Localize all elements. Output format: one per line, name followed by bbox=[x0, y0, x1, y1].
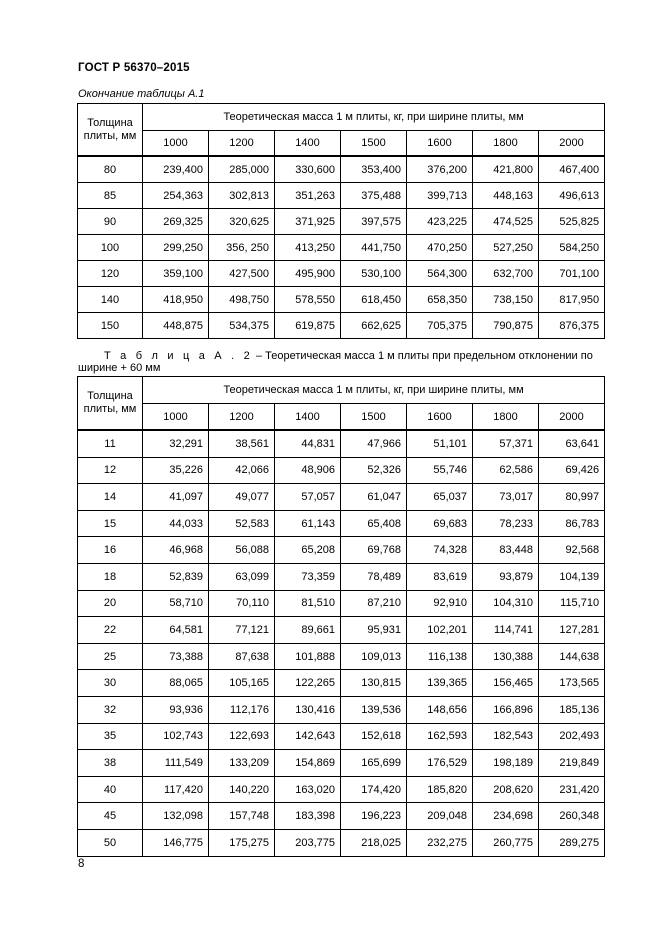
mass-cell: 418,950 bbox=[143, 287, 209, 313]
mass-cell: 876,375 bbox=[539, 313, 605, 339]
mass-cell: 41,097 bbox=[143, 484, 209, 511]
mass-cell: 69,768 bbox=[341, 537, 407, 564]
mass-cell: 154,869 bbox=[275, 750, 341, 777]
mass-cell: 705,375 bbox=[407, 313, 473, 339]
mass-cell: 57,057 bbox=[275, 484, 341, 511]
mass-cell: 92,910 bbox=[407, 590, 473, 617]
mass-cell: 351,263 bbox=[275, 183, 341, 209]
width-header-cell: 1400 bbox=[275, 404, 341, 431]
mass-cell: 496,613 bbox=[539, 183, 605, 209]
width-header-cell: 1800 bbox=[473, 404, 539, 431]
thickness-cell: 90 bbox=[78, 209, 143, 235]
mass-cell: 65,037 bbox=[407, 484, 473, 511]
mass-cell: 77,121 bbox=[209, 617, 275, 644]
mass-cell: 173,565 bbox=[539, 670, 605, 697]
mass-cell: 52,583 bbox=[209, 510, 275, 537]
mass-cell: 448,163 bbox=[473, 183, 539, 209]
width-header-row bbox=[78, 404, 605, 431]
table-row bbox=[78, 537, 605, 564]
mass-cell: 112,176 bbox=[209, 696, 275, 723]
thickness-cell: 30 bbox=[78, 670, 143, 697]
thickness-cell: 38 bbox=[78, 750, 143, 777]
mass-cell: 102,743 bbox=[143, 723, 209, 750]
mass-cell: 578,550 bbox=[275, 287, 341, 313]
mass-cell: 467,400 bbox=[539, 156, 605, 183]
mass-cell: 73,017 bbox=[473, 484, 539, 511]
mass-cell: 105,165 bbox=[209, 670, 275, 697]
table2-caption-text: – Теоретическая масса 1 м плиты при предельном отклонении по ширине + 60 мм bbox=[78, 350, 593, 374]
thickness-cell: 20 bbox=[78, 590, 143, 617]
mass-cell: 269,325 bbox=[143, 209, 209, 235]
table-row bbox=[78, 563, 605, 590]
width-header-cell: 1600 bbox=[407, 404, 473, 431]
mass-cell: 101,888 bbox=[275, 643, 341, 670]
mass-cell: 232,275 bbox=[407, 829, 473, 856]
mass-cell: 285,000 bbox=[209, 156, 275, 183]
thickness-cell: 14 bbox=[78, 484, 143, 511]
mass-cell: 70,110 bbox=[209, 590, 275, 617]
mass-cell: 63,099 bbox=[209, 563, 275, 590]
mass-cell: 81,510 bbox=[275, 590, 341, 617]
table2-caption bbox=[78, 350, 618, 374]
mass-cell: 498,750 bbox=[209, 287, 275, 313]
mass-cell: 69,683 bbox=[407, 510, 473, 537]
table-row bbox=[78, 670, 605, 697]
table-row bbox=[78, 313, 605, 339]
table-row bbox=[78, 776, 605, 803]
mass-cell: 62,586 bbox=[473, 457, 539, 484]
mass-cell: 376,200 bbox=[407, 156, 473, 183]
thickness-cell: 16 bbox=[78, 537, 143, 564]
mass-cell: 183,398 bbox=[275, 803, 341, 830]
mass-cell: 89,661 bbox=[275, 617, 341, 644]
mass-cell: 44,831 bbox=[275, 430, 341, 457]
mass-cell: 632,700 bbox=[473, 261, 539, 287]
mass-cell: 42,066 bbox=[209, 457, 275, 484]
mass-cell: 56,088 bbox=[209, 537, 275, 564]
mass-cell: 44,033 bbox=[143, 510, 209, 537]
mass-cell: 790,875 bbox=[473, 313, 539, 339]
width-header-cell: 1600 bbox=[407, 131, 473, 157]
mass-cell: 104,310 bbox=[473, 590, 539, 617]
table-row bbox=[78, 643, 605, 670]
mass-cell: 584,250 bbox=[539, 235, 605, 261]
mass-cell: 93,879 bbox=[473, 563, 539, 590]
mass-cell: 209,048 bbox=[407, 803, 473, 830]
thickness-header: Толщина плиты, мм bbox=[78, 377, 143, 431]
mass-cell: 208,620 bbox=[473, 776, 539, 803]
mass-cell: 52,326 bbox=[341, 457, 407, 484]
mass-cell: 73,388 bbox=[143, 643, 209, 670]
table-row bbox=[78, 457, 605, 484]
thickness-cell: 120 bbox=[78, 261, 143, 287]
mass-cell: 49,077 bbox=[209, 484, 275, 511]
table-row bbox=[78, 750, 605, 777]
mass-cell: 148,656 bbox=[407, 696, 473, 723]
mass-cell: 111,549 bbox=[143, 750, 209, 777]
mass-cell: 32,291 bbox=[143, 430, 209, 457]
mass-cell: 260,348 bbox=[539, 803, 605, 830]
mass-cell: 289,275 bbox=[539, 829, 605, 856]
width-header-cell: 1500 bbox=[341, 404, 407, 431]
mass-cell: 55,746 bbox=[407, 457, 473, 484]
mass-cell: 130,815 bbox=[341, 670, 407, 697]
mass-cell: 371,925 bbox=[275, 209, 341, 235]
mass-cell: 122,265 bbox=[275, 670, 341, 697]
mass-cell: 78,489 bbox=[341, 563, 407, 590]
width-header-cell: 1500 bbox=[341, 131, 407, 157]
mass-cell: 299,250 bbox=[143, 235, 209, 261]
mass-cell: 218,025 bbox=[341, 829, 407, 856]
mass-cell: 176,529 bbox=[407, 750, 473, 777]
mass-cell: 142,643 bbox=[275, 723, 341, 750]
width-header-cell: 1400 bbox=[275, 131, 341, 157]
width-header-cell: 1000 bbox=[143, 131, 209, 157]
mass-cell: 448,875 bbox=[143, 313, 209, 339]
mass-cell: 156,465 bbox=[473, 670, 539, 697]
mass-cell: 127,281 bbox=[539, 617, 605, 644]
mass-cell: 144,638 bbox=[539, 643, 605, 670]
mass-cell: 353,400 bbox=[341, 156, 407, 183]
mass-cell: 61,143 bbox=[275, 510, 341, 537]
table-row bbox=[78, 183, 605, 209]
mass-cell: 74,328 bbox=[407, 537, 473, 564]
table-row bbox=[78, 430, 605, 457]
mass-cell: 441,750 bbox=[341, 235, 407, 261]
mass-cell: 185,136 bbox=[539, 696, 605, 723]
mass-cell: 52,839 bbox=[143, 563, 209, 590]
mass-cell: 35,226 bbox=[143, 457, 209, 484]
mass-cell: 65,408 bbox=[341, 510, 407, 537]
mass-cell: 57,371 bbox=[473, 430, 539, 457]
thickness-cell: 11 bbox=[78, 430, 143, 457]
mass-cell: 166,896 bbox=[473, 696, 539, 723]
mass-cell: 185,820 bbox=[407, 776, 473, 803]
mass-cell: 130,416 bbox=[275, 696, 341, 723]
page-number: 8 bbox=[78, 858, 85, 870]
mass-cell: 117,420 bbox=[143, 776, 209, 803]
thickness-cell: 50 bbox=[78, 829, 143, 856]
mass-cell: 47,966 bbox=[341, 430, 407, 457]
table2-caption-label: Т а б л и ц а А . 2 bbox=[104, 350, 253, 362]
mass-cell: 58,710 bbox=[143, 590, 209, 617]
table-a2 bbox=[77, 376, 605, 857]
document-header: ГОСТ Р 56370–2015 bbox=[78, 62, 190, 74]
mass-cell: 530,100 bbox=[341, 261, 407, 287]
mass-cell: 109,013 bbox=[341, 643, 407, 670]
mass-group-header: Теоретическая масса 1 м плиты, кг, при ширине плиты, мм bbox=[143, 104, 605, 131]
mass-cell: 359,100 bbox=[143, 261, 209, 287]
thickness-cell: 80 bbox=[78, 156, 143, 183]
thickness-cell: 22 bbox=[78, 617, 143, 644]
mass-cell: 397,575 bbox=[341, 209, 407, 235]
thickness-cell: 100 bbox=[78, 235, 143, 261]
mass-cell: 662,625 bbox=[341, 313, 407, 339]
table-row bbox=[78, 803, 605, 830]
mass-cell: 817,950 bbox=[539, 287, 605, 313]
mass-cell: 64,581 bbox=[143, 617, 209, 644]
mass-cell: 83,448 bbox=[473, 537, 539, 564]
mass-cell: 356, 250 bbox=[209, 235, 275, 261]
mass-cell: 174,420 bbox=[341, 776, 407, 803]
width-header-cell: 1800 bbox=[473, 131, 539, 157]
mass-cell: 219,849 bbox=[539, 750, 605, 777]
thickness-header: Толщина плиты, мм bbox=[78, 104, 143, 157]
mass-cell: 619,875 bbox=[275, 313, 341, 339]
mass-cell: 701,100 bbox=[539, 261, 605, 287]
mass-cell: 234,698 bbox=[473, 803, 539, 830]
mass-cell: 525,825 bbox=[539, 209, 605, 235]
table-row bbox=[78, 617, 605, 644]
table-row bbox=[78, 829, 605, 856]
mass-cell: 152,618 bbox=[341, 723, 407, 750]
mass-cell: 163,020 bbox=[275, 776, 341, 803]
mass-cell: 69,426 bbox=[539, 457, 605, 484]
width-header-cell: 2000 bbox=[539, 131, 605, 157]
mass-cell: 95,931 bbox=[341, 617, 407, 644]
mass-cell: 88,065 bbox=[143, 670, 209, 697]
mass-cell: 330,600 bbox=[275, 156, 341, 183]
mass-cell: 80,997 bbox=[539, 484, 605, 511]
mass-cell: 87,210 bbox=[341, 590, 407, 617]
mass-cell: 114,741 bbox=[473, 617, 539, 644]
mass-cell: 63,641 bbox=[539, 430, 605, 457]
width-header-row bbox=[78, 131, 605, 157]
mass-cell: 140,220 bbox=[209, 776, 275, 803]
mass-cell: 423,225 bbox=[407, 209, 473, 235]
table1-body bbox=[78, 156, 605, 339]
mass-cell: 231,420 bbox=[539, 776, 605, 803]
table-row bbox=[78, 484, 605, 511]
thickness-cell: 40 bbox=[78, 776, 143, 803]
table-row bbox=[78, 235, 605, 261]
mass-cell: 413,250 bbox=[275, 235, 341, 261]
mass-cell: 51,101 bbox=[407, 430, 473, 457]
table-row bbox=[78, 723, 605, 750]
mass-cell: 83,619 bbox=[407, 563, 473, 590]
thickness-cell: 35 bbox=[78, 723, 143, 750]
mass-cell: 162,593 bbox=[407, 723, 473, 750]
mass-cell: 104,139 bbox=[539, 563, 605, 590]
mass-group-header: Теоретическая масса 1 м плиты, кг, при ширине плиты, мм bbox=[143, 377, 605, 404]
thickness-cell: 25 bbox=[78, 643, 143, 670]
mass-cell: 165,699 bbox=[341, 750, 407, 777]
mass-cell: 182,543 bbox=[473, 723, 539, 750]
thickness-cell: 140 bbox=[78, 287, 143, 313]
mass-cell: 87,638 bbox=[209, 643, 275, 670]
mass-cell: 474,525 bbox=[473, 209, 539, 235]
mass-cell: 175,275 bbox=[209, 829, 275, 856]
table-a1-end bbox=[77, 103, 605, 339]
mass-cell: 399,713 bbox=[407, 183, 473, 209]
mass-cell: 93,936 bbox=[143, 696, 209, 723]
thickness-cell: 18 bbox=[78, 563, 143, 590]
mass-cell: 115,710 bbox=[539, 590, 605, 617]
mass-cell: 534,375 bbox=[209, 313, 275, 339]
mass-cell: 618,450 bbox=[341, 287, 407, 313]
mass-cell: 421,800 bbox=[473, 156, 539, 183]
table-row bbox=[78, 696, 605, 723]
mass-cell: 260,775 bbox=[473, 829, 539, 856]
mass-cell: 132,098 bbox=[143, 803, 209, 830]
mass-cell: 239,400 bbox=[143, 156, 209, 183]
mass-cell: 202,493 bbox=[539, 723, 605, 750]
mass-cell: 470,250 bbox=[407, 235, 473, 261]
thickness-cell: 12 bbox=[78, 457, 143, 484]
mass-cell: 375,488 bbox=[341, 183, 407, 209]
mass-cell: 46,968 bbox=[143, 537, 209, 564]
table-row bbox=[78, 209, 605, 235]
mass-cell: 320,625 bbox=[209, 209, 275, 235]
mass-cell: 133,209 bbox=[209, 750, 275, 777]
mass-cell: 38,561 bbox=[209, 430, 275, 457]
mass-cell: 130,388 bbox=[473, 643, 539, 670]
mass-cell: 86,783 bbox=[539, 510, 605, 537]
mass-cell: 157,748 bbox=[209, 803, 275, 830]
mass-cell: 146,775 bbox=[143, 829, 209, 856]
mass-cell: 61,047 bbox=[341, 484, 407, 511]
mass-cell: 65,208 bbox=[275, 537, 341, 564]
mass-cell: 139,365 bbox=[407, 670, 473, 697]
mass-cell: 738,150 bbox=[473, 287, 539, 313]
mass-cell: 48,906 bbox=[275, 457, 341, 484]
mass-cell: 658,350 bbox=[407, 287, 473, 313]
thickness-cell: 32 bbox=[78, 696, 143, 723]
mass-cell: 78,233 bbox=[473, 510, 539, 537]
mass-cell: 427,500 bbox=[209, 261, 275, 287]
table-row bbox=[78, 287, 605, 313]
mass-cell: 122,693 bbox=[209, 723, 275, 750]
mass-cell: 102,201 bbox=[407, 617, 473, 644]
mass-cell: 92,568 bbox=[539, 537, 605, 564]
table-row bbox=[78, 590, 605, 617]
table2-body bbox=[78, 430, 605, 856]
width-header-cell: 1200 bbox=[209, 131, 275, 157]
table-row bbox=[78, 510, 605, 537]
table-row bbox=[78, 156, 605, 183]
thickness-cell: 45 bbox=[78, 803, 143, 830]
thickness-cell: 150 bbox=[78, 313, 143, 339]
mass-cell: 254,363 bbox=[143, 183, 209, 209]
mass-cell: 139,536 bbox=[341, 696, 407, 723]
mass-cell: 73,359 bbox=[275, 563, 341, 590]
mass-cell: 302,813 bbox=[209, 183, 275, 209]
table-row bbox=[78, 261, 605, 287]
thickness-cell: 85 bbox=[78, 183, 143, 209]
table1-caption: Окончание таблицы А.1 bbox=[78, 88, 205, 100]
thickness-cell: 15 bbox=[78, 510, 143, 537]
mass-cell: 116,138 bbox=[407, 643, 473, 670]
mass-cell: 495,900 bbox=[275, 261, 341, 287]
width-header-cell: 1200 bbox=[209, 404, 275, 431]
mass-cell: 564,300 bbox=[407, 261, 473, 287]
mass-cell: 198,189 bbox=[473, 750, 539, 777]
mass-cell: 196,223 bbox=[341, 803, 407, 830]
width-header-cell: 2000 bbox=[539, 404, 605, 431]
mass-cell: 203,775 bbox=[275, 829, 341, 856]
width-header-cell: 1000 bbox=[143, 404, 209, 431]
mass-cell: 527,250 bbox=[473, 235, 539, 261]
